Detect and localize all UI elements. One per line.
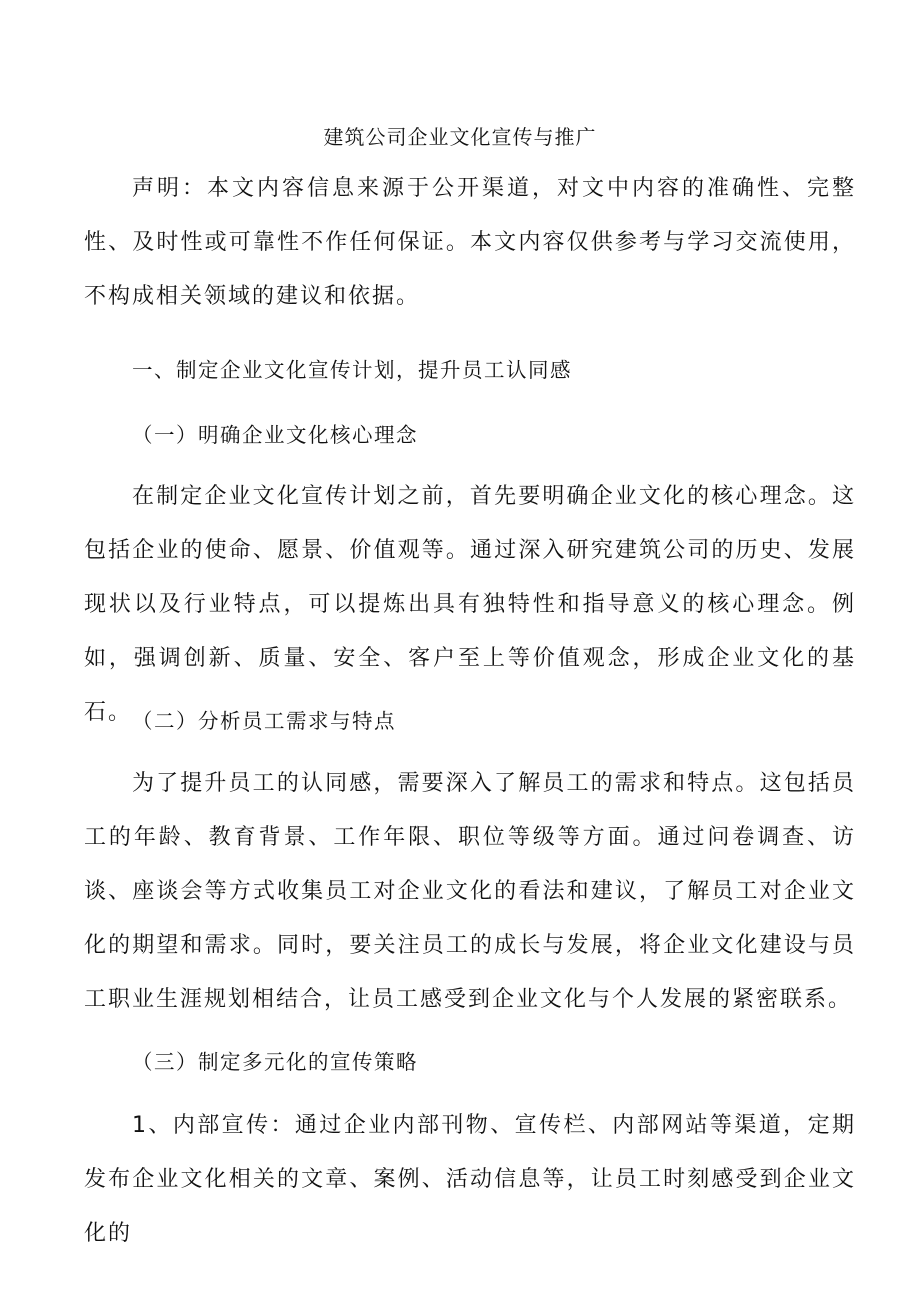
document-title: 建筑公司企业文化宣传与推广 (323, 125, 597, 149)
subsection-heading-3: （三）制定多元化的宣传策略 (132, 1050, 418, 1074)
subsection-1-paragraph: 在制定企业文化宣传计划之前，首先要明确企业文化的核心理念。这包括企业的使命、愿景、价值观等。通过深入研究建筑公司的历史、发展现状以及行业特点，可以提炼出具有独特性和指导意义的核心理念。例如，强调创新、质量、安全、客户至上等价值观念，形成企业文化的基石。 (84, 484, 856, 725)
subsection-heading-2: （二）分析员工需求与特点 (132, 709, 396, 733)
disclaimer-paragraph: 声明：本文内容信息来源于公开渠道，对文中内容的准确性、完整性、及时性或可靠性不作任何保证。本文内容仅供参考与学习交流使用，不构成相关领域的建议和依据。 (84, 176, 856, 309)
subsection-2-paragraph: 为了提升员工的认同感，需要深入了解员工的需求和特点。这包括员工的年龄、教育背景、工作年限、职位等级等方面。通过问卷调查、访谈、座谈会等方式收集员工对企业文化的看法和建议，了解员工对企业文化的期望和需求。同时，要关注员工的成长与发展，将企业文化建设与员工职业生涯规划相结合，让员工感受到企业文化与个人发展的紧密联系。 (84, 771, 856, 1012)
subsection-heading-1: （一）明确企业文化核心理念 (132, 423, 418, 447)
section-heading-1: 一、制定企业文化宣传计划，提升员工认同感 (132, 358, 572, 382)
item-1-paragraph: 1、内部宣传：通过企业内部刊物、宣传栏、内部网站等渠道，定期发布企业文化相关的文章、案例、活动信息等，让员工时刻感受到企业文化的 (84, 1113, 856, 1246)
